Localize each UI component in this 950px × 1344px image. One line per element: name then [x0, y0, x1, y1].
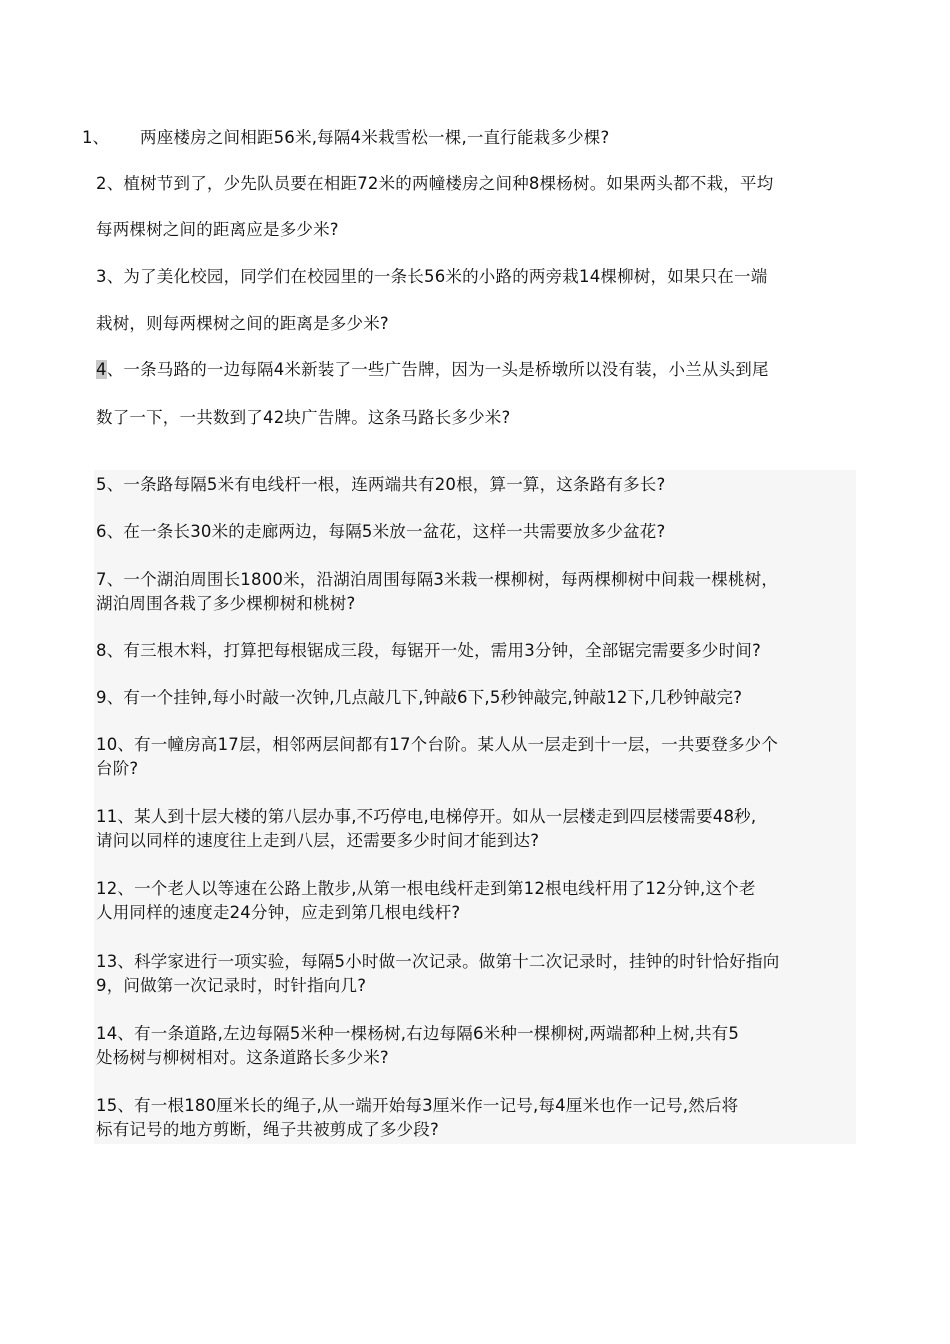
question-11-line-1: 11、某人到十层大楼的第八层办事,不巧停电,电梯停开。如从一层楼走到四层楼需要48秒, — [96, 807, 757, 826]
question-2-line-1: 2、植树节到了，少先队员要在相距72米的两幢楼房之间种8棵杨树。如果两头都不栽，平均 — [96, 174, 774, 193]
question-1-text: 两座楼房之间相距56米,每隔4米栽雪松一棵,一直行能栽多少棵? — [140, 128, 610, 147]
question-14-line-1: 14、有一条道路,左边每隔5米种一棵杨树,右边每隔6米种一棵柳树,两端都种上树,共有5 — [96, 1024, 740, 1043]
question-15-line-2: 标有记号的地方剪断，绳子共被剪成了多少段? — [96, 1120, 439, 1139]
question-10-line-1: 10、有一幢房高17层，相邻两层间都有17个台阶。某人从一层走到十一层，一共要登多少个 — [96, 735, 779, 754]
question-3-line-1: 3、为了美化校园，同学们在校园里的一条长56米的小路的两旁栽14棵柳树，如果只在一端 — [96, 267, 768, 286]
question-14-line-2: 处杨树与柳树相对。这条道路长多少米? — [96, 1048, 389, 1067]
question-9-line-1: 9、有一个挂钟,每小时敲一次钟,几点敲几下,钟敲6下,5秒钟敲完,钟敲12下,几秒钟敲完? — [96, 688, 743, 707]
question-4-line-1 — [96, 358, 769, 382]
question-13-line-1: 13、科学家进行一项实验，每隔5小时做一次记录。做第十二次记录时，挂钟的时针恰好指向 — [96, 952, 780, 971]
question-12-line-1: 12、一个老人以等速在公路上散步,从第一根电线杆走到第12根电线杆用了12分钟,这个老 — [96, 879, 756, 898]
question-4-line-2: 数了一下，一共数到了42块广告牌。这条马路长多少米? — [96, 408, 511, 427]
question-2-line-2: 每两棵树之间的距离应是多少米? — [96, 220, 339, 239]
question-7-line-2: 湖泊周围各栽了多少棵柳树和桃树? — [96, 594, 356, 613]
question-3-line-2: 栽树，则每两棵树之间的距离是多少米? — [96, 314, 389, 333]
question-8-line-1: 8、有三根木料，打算把每根锯成三段，每锯开一处，需用3分钟，全部锯完需要多少时间? — [96, 641, 761, 660]
question-6-line-1: 6、在一条长30米的走廊两边，每隔5米放一盆花，这样一共需要放多少盆花? — [96, 522, 666, 541]
question-7-line-1: 7、一个湖泊周围长1800米，沿湖泊周围每隔3米栽一棵柳树，每两棵柳树中间栽一棵桃树， — [96, 570, 779, 589]
question-4-number-highlight: 4 — [96, 360, 107, 379]
question-13-line-2: 9，问做第一次记录时，时针指向几? — [96, 976, 367, 995]
question-10-line-2: 台阶? — [96, 759, 139, 778]
question-15-line-1: 15、有一根180厘米长的绳子,从一端开始每3厘米作一记号,每4厘米也作一记号,然后将 — [96, 1096, 739, 1115]
question-1-number: 1、 — [82, 128, 109, 147]
question-11-line-2: 请问以同样的速度往上走到八层，还需要多少时间才能到达? — [96, 831, 540, 850]
question-12-line-2: 人用同样的速度走24分钟，应走到第几根电线杆? — [96, 903, 461, 922]
question-4-line-1-text: 、一条马路的一边每隔4米新装了一些广告牌，因为一头是桥墩所以没有装，小兰从头到尾 — [106, 360, 769, 379]
question-5-line-1: 5、一条路每隔5米有电线杆一根，连两端共有20根，算一算，这条路有多长? — [96, 475, 666, 494]
